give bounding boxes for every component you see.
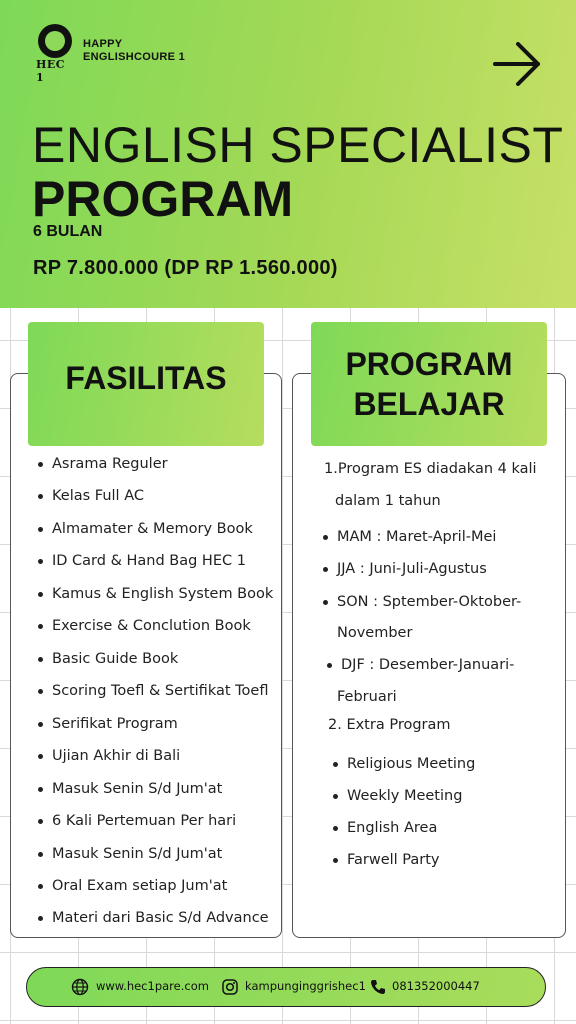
bullet-icon: [38, 592, 43, 597]
list-item: Masuk Senin S/d Jum'at: [52, 846, 222, 862]
instagram-icon: [221, 978, 239, 996]
list-item: Materi dari Basic S/d Advance: [52, 910, 269, 926]
brand-name: [83, 38, 185, 64]
program-point-2: 2. Extra Program: [328, 717, 451, 733]
list-item: Almamater & Memory Book: [52, 521, 253, 537]
bullet-icon: [323, 600, 328, 605]
list-item: Serifikat Program: [52, 716, 178, 732]
hec-logo: [36, 24, 76, 84]
list-item: Kelas Full AC: [52, 488, 144, 504]
fasilitas-heading: FASILITAS: [28, 322, 264, 446]
list-item: Masuk Senin S/d Jum'at: [52, 781, 222, 797]
instagram-handle[interactable]: kampunginggrishec1: [245, 979, 366, 993]
list-item: ID Card & Hand Bag HEC 1: [52, 553, 246, 569]
list-item: Scoring Toefl & Sertifikat Toefl: [52, 683, 268, 699]
period-item: MAM : Maret-April-Mei: [337, 529, 496, 545]
list-item: 6 Kali Pertemuan Per hari: [52, 813, 236, 829]
period-item-cont: Februari: [337, 689, 397, 705]
program-heading-line2: BELAJAR: [353, 386, 505, 422]
title-line1: ENGLISH SPECIALIST: [32, 117, 564, 173]
logo-emblem-icon: [38, 24, 72, 58]
program-point-1: 1.Program ES diadakan 4 kali: [324, 461, 537, 477]
globe-icon: [71, 978, 89, 996]
extra-item: English Area: [347, 820, 437, 836]
bullet-icon: [38, 689, 43, 694]
list-item: Basic Guide Book: [52, 651, 178, 667]
period-item: JJA : Juni-Juli-Agustus: [337, 561, 487, 577]
bullet-icon: [333, 762, 338, 767]
bullet-icon: [333, 858, 338, 863]
website-link[interactable]: www.hec1pare.com: [96, 979, 209, 993]
extra-item: Religious Meeting: [347, 756, 475, 772]
extra-item: Farwell Party: [347, 852, 440, 868]
period-item: SON : Sptember-Oktober-: [337, 594, 521, 610]
list-item: Asrama Reguler: [52, 456, 168, 472]
bullet-icon: [38, 754, 43, 759]
bullet-icon: [38, 916, 43, 921]
brand-name-line2: ENGLISHCOURE 1: [83, 51, 185, 63]
bullet-icon: [333, 826, 338, 831]
period-item: DJF : Desember-Januari-: [341, 657, 514, 673]
bullet-icon: [38, 527, 43, 532]
program-heading-line1: PROGRAM: [345, 346, 513, 382]
arrow-right-icon[interactable]: [492, 40, 542, 88]
bullet-icon: [38, 852, 43, 857]
bullet-icon: [323, 567, 328, 572]
header-banner: [0, 0, 576, 308]
logo-text: HEC 1: [36, 58, 66, 84]
title-line2: PROGRAM: [32, 171, 294, 227]
bullet-icon: [38, 819, 43, 824]
phone-number[interactable]: 081352000447: [392, 979, 480, 993]
program-price: RP 7.800.000 (DP RP 1.560.000): [33, 257, 338, 279]
program-heading: [311, 322, 547, 446]
list-item: Oral Exam setiap Jum'at: [52, 878, 227, 894]
bullet-icon: [38, 462, 43, 467]
period-item-cont: November: [337, 625, 413, 641]
bullet-icon: [38, 787, 43, 792]
program-point-1-cont: dalam 1 tahun: [335, 493, 441, 509]
bullet-icon: [38, 624, 43, 629]
program-duration: 6 BULAN: [33, 223, 103, 240]
list-item: Exercise & Conclution Book: [52, 618, 251, 634]
bullet-icon: [38, 559, 43, 564]
bullet-icon: [38, 657, 43, 662]
brand-name-line1: HAPPY: [83, 38, 123, 50]
list-item: Kamus & English System Book: [52, 586, 273, 602]
phone-icon: [369, 978, 387, 996]
bullet-icon: [38, 722, 43, 727]
bullet-icon: [333, 794, 338, 799]
extra-item: Weekly Meeting: [347, 788, 462, 804]
bullet-icon: [38, 884, 43, 889]
contact-bar: [26, 967, 546, 1007]
list-item: Ujian Akhir di Bali: [52, 748, 180, 764]
bullet-icon: [323, 535, 328, 540]
bullet-icon: [327, 663, 332, 668]
bullet-icon: [38, 494, 43, 499]
